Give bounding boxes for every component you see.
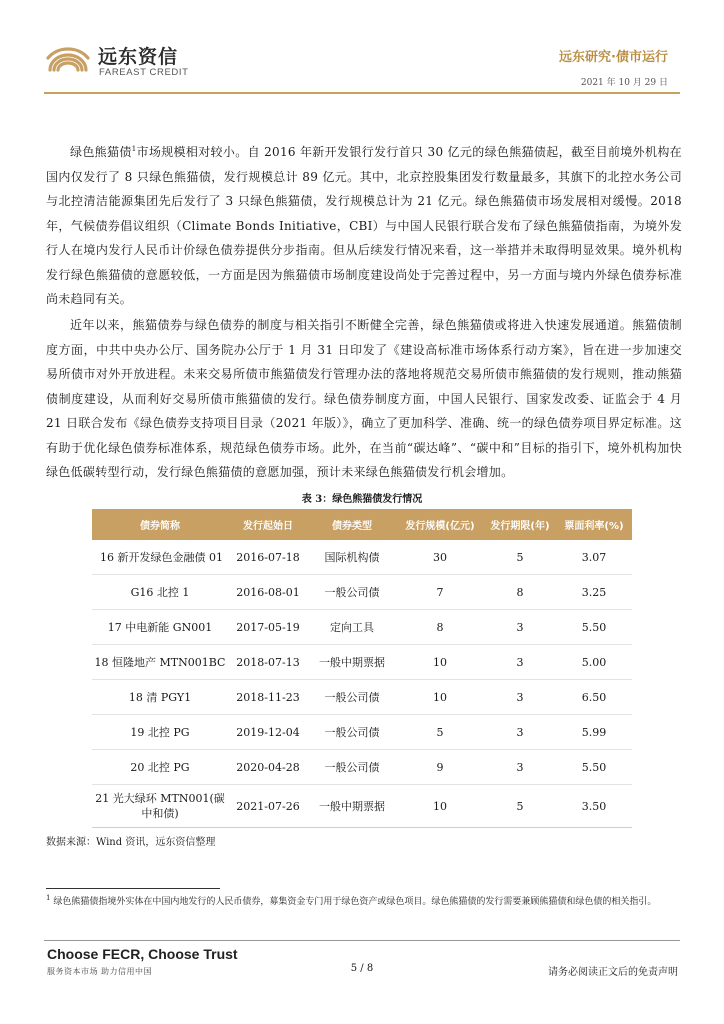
- bond-name-cell: 18 清 PGY1: [92, 680, 228, 715]
- logo-name-cn: 远东资信: [98, 46, 179, 68]
- bond-type-cell: 定向工具: [308, 610, 396, 645]
- report-series-title: 远东研究·债市运行: [559, 50, 668, 65]
- issue-size-cell: 10: [396, 680, 484, 715]
- issue-date-cell: 2016-08-01: [228, 575, 308, 610]
- issue-size-cell: 8: [396, 610, 484, 645]
- bond-name-cell: 20 北控 PG: [92, 750, 228, 785]
- table-row: [92, 610, 632, 645]
- footer-tagline: 服务资本市场 助力信用中国: [47, 967, 153, 976]
- table-header-row: [92, 509, 632, 540]
- term-cell: 3: [484, 715, 556, 750]
- coupon-rate-cell: 6.50: [556, 680, 632, 715]
- issue-date-cell: 2018-07-13: [228, 645, 308, 680]
- term-cell: 3: [484, 750, 556, 785]
- table-row: [92, 750, 632, 785]
- footer-divider: [44, 940, 680, 941]
- issue-date-cell: 2021-07-26: [228, 785, 308, 828]
- footnote-ref: 1: [131, 145, 137, 153]
- bond-type-cell: 一般公司债: [308, 715, 396, 750]
- bond-name-cell: 16 新开发绿色金融债 01: [92, 540, 228, 575]
- coupon-rate-cell: 5.99: [556, 715, 632, 750]
- bond-type-cell: 一般公司债: [308, 680, 396, 715]
- footnote-marker: 1: [46, 894, 51, 902]
- bond-name-cell: G16 北控 1: [92, 575, 228, 610]
- paragraph-1-rest: 市场规模相对较小。自 2016 年新开发银行发行首只 30 亿元的绿色熊猫债起，截至目前境外机构在国内仅发行了 8 只绿色熊猫债，发行规模总计 89 亿元。其中，北京控股集团发行数量最多，其旗下的北控水务公司与北控清洁能源集团先后发行了 3 只绿色熊猫债，发行规模总计为 21 亿元。绿色熊猫债市场发展相对缓慢。2018 年，气候债券倡议组织（Climate Bonds Initiative，CBI）与中国人民银行联合发布了绿色熊猫债指南，为境外发行人在境内发行人民币计价绿色债券提供分步指南。但从后续发行情况来看，这一举措并未取得明显效果。境外机构发行绿色熊猫债的意愿较低，一方面是因为熊猫债市场制度建设尚处于完善过程中，另一方面与境内外绿色债券标准尚未趋同有关。: [46, 145, 682, 306]
- coupon-rate-cell: 3.25: [556, 575, 632, 610]
- issue-date-cell: 2016-07-18: [228, 540, 308, 575]
- issue-size-cell: 10: [396, 645, 484, 680]
- table-row: [92, 680, 632, 715]
- column-header: 发行起始日: [228, 509, 308, 540]
- issue-size-cell: 10: [396, 785, 484, 828]
- term-cell: 3: [484, 645, 556, 680]
- issue-date-cell: 2018-11-23: [228, 680, 308, 715]
- data-source-note: 数据来源：Wind 资讯，远东资信整理: [46, 837, 216, 848]
- bond-type-cell: 一般公司债: [308, 575, 396, 610]
- bond-type-cell: 一般中期票据: [308, 785, 396, 828]
- paragraph-1: [46, 140, 682, 312]
- term-cell: 8: [484, 575, 556, 610]
- footnote-divider: [46, 888, 220, 889]
- issue-date-cell: 2020-04-28: [228, 750, 308, 785]
- column-header: 发行规模(亿元): [396, 509, 484, 540]
- disclaimer-note: 请务必阅读正文后的免责声明: [548, 967, 678, 978]
- coupon-rate-cell: 3.50: [556, 785, 632, 828]
- paragraph-1-start: 绿色熊猫债: [70, 145, 132, 159]
- bond-name-cell: 17 中电新能 GN001: [92, 610, 228, 645]
- term-cell: 3: [484, 680, 556, 715]
- table-row: [92, 785, 632, 828]
- coupon-rate-cell: 5.50: [556, 750, 632, 785]
- issue-date-cell: 2019-12-04: [228, 715, 308, 750]
- issue-size-cell: 30: [396, 540, 484, 575]
- bond-name-cell: 19 北控 PG: [92, 715, 228, 750]
- footnote: [46, 894, 684, 910]
- bond-type-cell: 国际机构债: [308, 540, 396, 575]
- term-cell: 5: [484, 540, 556, 575]
- column-header: 债券简称: [92, 509, 228, 540]
- logo-mark-icon: [44, 40, 92, 80]
- bond-issuance-table: [92, 509, 632, 828]
- bond-type-cell: 一般中期票据: [308, 645, 396, 680]
- term-cell: 5: [484, 785, 556, 828]
- column-header: 票面利率(%): [556, 509, 632, 540]
- table-row: [92, 575, 632, 610]
- coupon-rate-cell: 5.00: [556, 645, 632, 680]
- footnote-text: 绿色熊猫债指境外实体在中国内地发行的人民币债券，募集资金专门用于绿色资产或绿色项目。绿色熊猫债的发行需要兼顾熊猫债和绿色债的相关指引。: [53, 897, 657, 907]
- bond-name-cell: 18 恒隆地产 MTN001BC: [92, 645, 228, 680]
- table-caption: 表 3：绿色熊猫债发行情况: [301, 494, 423, 505]
- term-cell: 3: [484, 610, 556, 645]
- header-info: [559, 46, 668, 88]
- header-divider: [44, 92, 680, 94]
- report-date: 2021 年 10 月 29 日: [580, 78, 668, 88]
- column-header: 发行期限(年): [484, 509, 556, 540]
- company-logo: [44, 40, 194, 82]
- column-header: 债券类型: [308, 509, 396, 540]
- bond-name-cell: 21 光大绿环 MTN001(碳中和债): [92, 785, 228, 828]
- page-number: 5 / 8: [350, 963, 374, 974]
- issue-date-cell: 2017-05-19: [228, 610, 308, 645]
- issue-size-cell: 7: [396, 575, 484, 610]
- bond-type-cell: 一般公司债: [308, 750, 396, 785]
- coupon-rate-cell: 5.50: [556, 610, 632, 645]
- table-row: [92, 715, 632, 750]
- coupon-rate-cell: 3.07: [556, 540, 632, 575]
- logo-name-en: FAREAST CREDIT: [99, 67, 189, 78]
- table-row: [92, 645, 632, 680]
- table-row: [92, 540, 632, 575]
- page-header: [0, 0, 724, 100]
- paragraph-2: 近年以来，熊猫债券与绿色债券的制度与相关指引不断健全完善，绿色熊猫债或将进入快速发展通道。熊猫债制度方面，中共中央办公厅、国务院办公厅于 1 月 31 日印发了《建设高标准市场体系行动方案》，旨在进一步加速交易所债市对外开放进程。未来交易所债市熊猫债发行管理办法的落地将规范交易所债市熊猫债的发行规则，推动熊猫债制度建设，从而利好交易所债市熊猫债的发行。绿色债券制度方面，中国人民银行、国家发改委、证监会于 4 月 21 日联合发布《绿色债券支持项目目录（2021 年版）》，确立了更加科学、准确、统一的绿色债券项目界定标准。这有助于优化绿色债券标准体系，规范绿色债券市场。此外，在当前“碳达峰”、“碳中和”目标的指引下，境外机构加快绿色低碳转型行动，发行绿色熊猫债的意愿加强，预计未来绿色熊猫债发行机会增加。: [46, 318, 682, 479]
- footer-slogan: Choose FECR, Choose Trust: [47, 946, 238, 962]
- issue-size-cell: 5: [396, 715, 484, 750]
- issue-size-cell: 9: [396, 750, 484, 785]
